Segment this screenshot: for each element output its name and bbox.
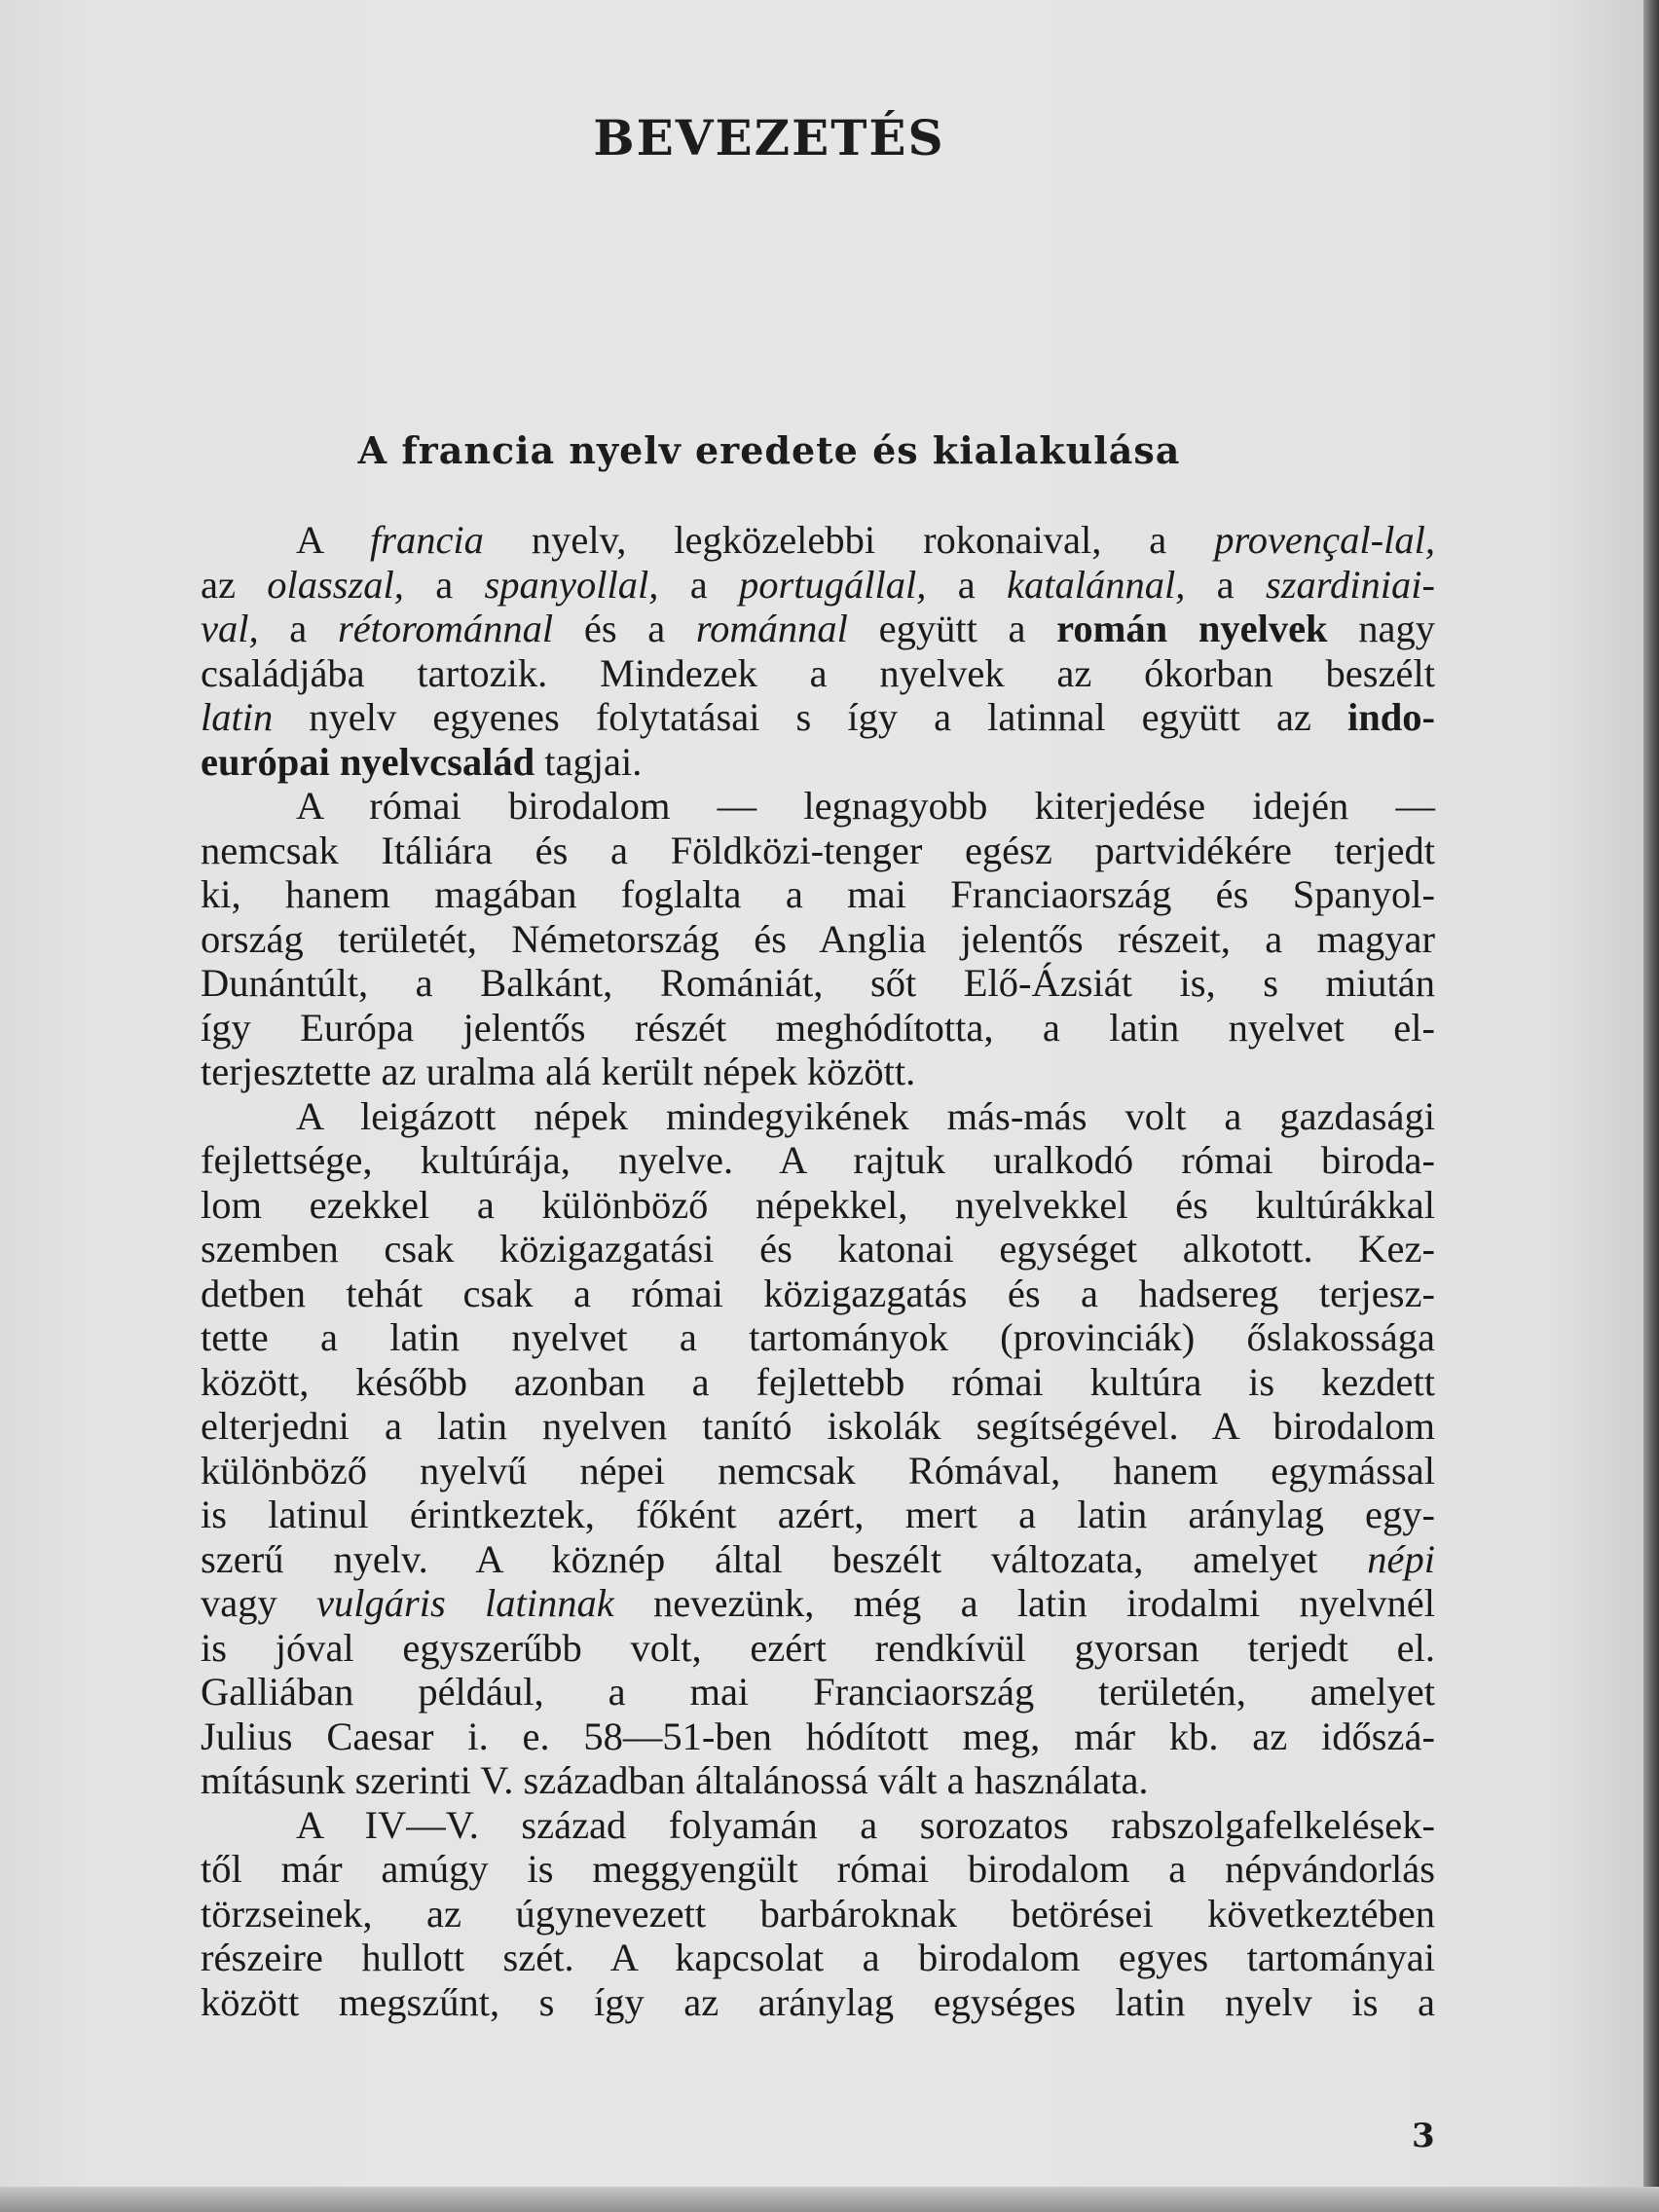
text-line — [105, 1892, 1435, 1936]
text-segment: nemcsak Itáliára és a Földközi-tenger egész partvidékére terjedt — [201, 828, 1435, 872]
text-segment: a — [926, 562, 1007, 607]
paragraph — [105, 1094, 1435, 1803]
text-line — [105, 1315, 1435, 1360]
text-segment: katalánnal, — [1007, 562, 1186, 607]
text-segment: portugállal, — [739, 562, 927, 607]
text-segment: A — [296, 518, 370, 562]
text-segment: spanyollal, — [484, 562, 659, 607]
text-segment: provençal-lal, — [1214, 518, 1435, 562]
text-segment: Julius Caesar i. e. 58—51-ben hódított meg, már kb. az időszá- — [201, 1714, 1435, 1758]
paragraph — [105, 1803, 1435, 2025]
book-spine-shadow — [1643, 0, 1659, 2212]
text-line — [105, 1847, 1435, 1892]
text-segment: vulgáris latinnak — [316, 1581, 614, 1625]
text-line — [105, 1714, 1435, 1759]
text-line — [105, 829, 1435, 873]
text-segment: szerű nyelv. A köznép által beszélt változata, amelyet — [201, 1536, 1368, 1581]
text-segment: európai nyelvcsalád — [201, 739, 535, 784]
text-segment: olasszal, — [267, 562, 404, 607]
text-segment: terjesztette az uralma alá került népek között. — [201, 1050, 916, 1093]
text-segment: mításunk szerinti V. században általánossá vált a használata. — [201, 1758, 1149, 1802]
text-segment: törzseinek, az úgynevezett barbároknak betörései következtében — [201, 1891, 1435, 1936]
text-segment: tette a latin nyelvet a tartományok (provinciák) őslakossága — [201, 1315, 1435, 1359]
text-line — [105, 1272, 1435, 1316]
text-line — [105, 1626, 1435, 1671]
text-line — [105, 1006, 1435, 1051]
paragraph — [105, 518, 1435, 784]
text-segment: A IV—V. század folyamán a sorozatos rabszolgafelkelések- — [296, 1802, 1435, 1847]
text-line — [105, 872, 1435, 917]
text-line — [105, 1670, 1435, 1714]
text-segment: rétorománnal — [337, 607, 554, 650]
text-line — [105, 1183, 1435, 1228]
bottom-edge — [0, 2187, 1659, 2212]
text-segment: nevezünk, még a latin irodalmi nyelvnél — [613, 1581, 1435, 1625]
text-segment: A leigázott népek mindegyikének más-más volt a gazdasági — [296, 1093, 1435, 1138]
text-segment: román nyelvek — [1056, 607, 1328, 650]
text-segment: románnal — [695, 607, 848, 650]
text-segment: családjába tartozik. Mindezek a nyelvek az ókorban beszélt — [201, 650, 1435, 695]
text-line — [105, 651, 1435, 696]
body-text — [105, 518, 1435, 2024]
text-line — [105, 1360, 1435, 1405]
text-segment: népi — [1367, 1536, 1435, 1581]
text-line — [105, 1449, 1435, 1493]
text-segment: fejlettsége, kultúrája, nyelve. A rajtuk uralkodó római biroda- — [201, 1138, 1435, 1182]
text-segment: részeire hullott szét. A kapcsolat a birodalom egyes tartományai — [201, 1936, 1435, 1979]
book-title: BEVEZETÉS — [593, 109, 945, 166]
section-title: A francia nyelv eredete és kialakulása — [357, 428, 1181, 472]
text-line — [105, 1094, 1435, 1139]
text-line — [105, 917, 1435, 962]
text-segment: Dunántúlt, a Balkánt, Romániát, sőt Elő-Ázsiát is, s miután — [201, 961, 1435, 1005]
text-line — [105, 1493, 1435, 1537]
text-segment: és a — [553, 607, 696, 650]
text-segment: vagy — [201, 1581, 316, 1625]
paragraph — [105, 784, 1435, 1094]
text-segment: francia — [369, 518, 484, 562]
text-segment: a — [258, 607, 338, 650]
text-segment: az — [201, 562, 268, 607]
text-line — [105, 1404, 1435, 1449]
text-line — [105, 1980, 1435, 2025]
text-line — [105, 695, 1435, 740]
text-segment: szemben csak közigazgatási és katonai egységet alkotott. Kez- — [201, 1227, 1435, 1271]
text-line — [105, 607, 1435, 651]
text-segment: tagjai. — [535, 739, 643, 784]
text-segment: elterjedni a latin nyelven tanító iskolák segítségével. A birodalom — [201, 1404, 1435, 1448]
text-segment: között megszűnt, s így az aránylag egységes latin nyelv is a — [201, 1979, 1435, 2024]
text-line — [105, 1537, 1435, 1582]
text-segment: nyelv, legközelebbi rokonaival, a — [483, 518, 1215, 562]
text-line — [105, 784, 1435, 829]
text-line — [105, 1138, 1435, 1183]
page-number: 3 — [1412, 2117, 1435, 2156]
text-segment: A római birodalom — legnagyobb kiterjedése idején — — [296, 784, 1435, 828]
text-line — [105, 961, 1435, 1006]
text-line — [105, 740, 1435, 785]
text-line — [105, 1050, 1435, 1094]
text-segment: detben tehát csak a római közigazgatás és a hadsereg terjesz- — [201, 1271, 1435, 1315]
text-segment: ország területét, Németország és Anglia jelentős részeit, a magyar — [201, 916, 1435, 961]
text-segment: lom ezekkel a különböző népekkel, nyelvekkel és kultúrákkal — [201, 1182, 1435, 1227]
text-segment: is jóval egyszerűbb volt, ezért rendkívül gyorsan terjedt el. — [201, 1625, 1435, 1670]
text-segment: szardiniai- — [1265, 562, 1435, 607]
text-segment: ki, hanem magában foglalta a mai Franciaország és Spanyol- — [201, 872, 1435, 916]
text-segment: indo- — [1346, 695, 1435, 739]
text-segment: től már amúgy is meggyengült római birodalom a népvándorlás — [201, 1847, 1435, 1891]
text-line — [105, 1758, 1435, 1803]
text-segment: a — [1185, 562, 1266, 607]
text-line — [105, 518, 1435, 563]
text-line — [105, 1803, 1435, 1848]
text-segment: így Európa jelentős részét meghódította, a latin nyelvet el- — [201, 1005, 1435, 1050]
text-segment: a — [658, 562, 739, 607]
text-segment: együtt a — [847, 607, 1057, 650]
text-segment: nyelv egyenes folytatásai s így a latinnal együtt az — [273, 695, 1347, 739]
text-segment: a — [403, 562, 485, 607]
text-segment: Galliában például, a mai Franciaország területén, amelyet — [201, 1670, 1435, 1714]
text-segment: különböző nyelvű népei nemcsak Rómával, hanem egymással — [201, 1448, 1435, 1493]
text-segment: is latinul érintkeztek, főként azért, mert a latin aránylag egy- — [201, 1493, 1435, 1536]
text-segment: között, később azonban a fejlettebb római kultúra is kezdett — [201, 1359, 1435, 1404]
text-line — [105, 1227, 1435, 1272]
text-line — [105, 1581, 1435, 1626]
text-segment: val, — [201, 607, 259, 650]
text-line — [105, 1936, 1435, 1980]
text-line — [105, 563, 1435, 608]
text-segment: latin — [201, 695, 274, 739]
text-segment: nagy — [1327, 607, 1435, 650]
